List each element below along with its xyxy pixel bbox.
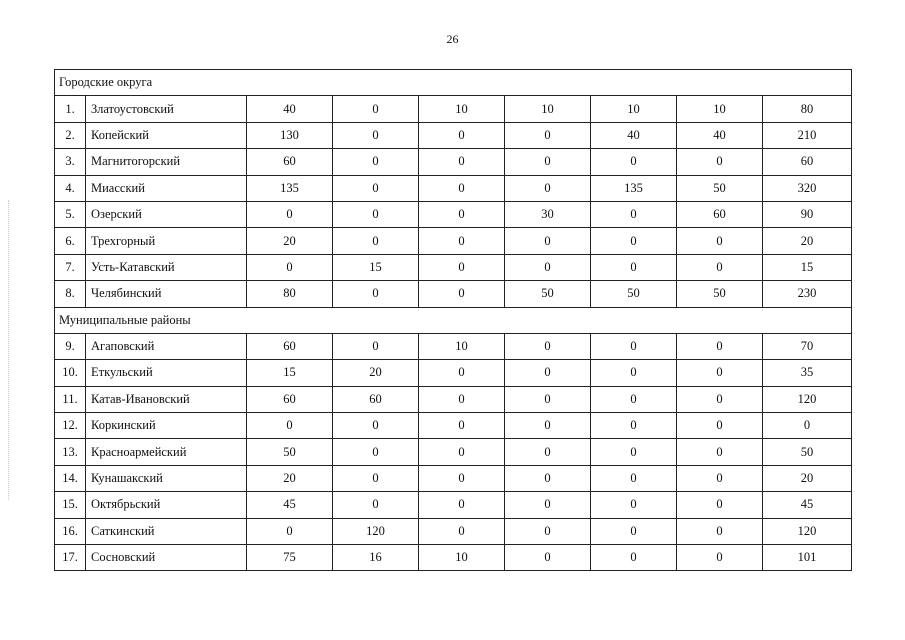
value-cell: 0 xyxy=(677,228,763,254)
value-cell: 0 xyxy=(591,439,677,465)
value-cell: 0 xyxy=(505,122,591,148)
row-number: 3. xyxy=(55,149,86,175)
value-cell: 135 xyxy=(591,175,677,201)
value-cell: 0 xyxy=(677,465,763,491)
district-name: Челябинский xyxy=(86,281,247,307)
value-cell: 0 xyxy=(591,465,677,491)
value-cell: 0 xyxy=(505,149,591,175)
total-cell: 101 xyxy=(763,545,852,571)
value-cell: 0 xyxy=(247,201,333,227)
value-cell: 0 xyxy=(505,228,591,254)
row-number: 4. xyxy=(55,175,86,201)
row-number: 10. xyxy=(55,360,86,386)
row-number: 14. xyxy=(55,465,86,491)
value-cell: 20 xyxy=(247,228,333,254)
row-number: 9. xyxy=(55,333,86,359)
value-cell: 0 xyxy=(591,228,677,254)
value-cell: 45 xyxy=(247,492,333,518)
section-title: Муниципальные районы xyxy=(55,307,852,333)
value-cell: 40 xyxy=(591,122,677,148)
value-cell: 0 xyxy=(505,254,591,280)
table-row xyxy=(55,254,852,280)
total-cell: 35 xyxy=(763,360,852,386)
total-cell: 120 xyxy=(763,518,852,544)
value-cell: 10 xyxy=(591,96,677,122)
value-cell: 0 xyxy=(333,413,419,439)
row-number: 1. xyxy=(55,96,86,122)
value-cell: 10 xyxy=(677,96,763,122)
section-title: Городские округа xyxy=(55,70,852,96)
total-cell: 0 xyxy=(763,413,852,439)
value-cell: 0 xyxy=(677,333,763,359)
table-row xyxy=(55,228,852,254)
value-cell: 0 xyxy=(333,465,419,491)
total-cell: 50 xyxy=(763,439,852,465)
value-cell: 0 xyxy=(419,281,505,307)
value-cell: 0 xyxy=(677,386,763,412)
total-cell: 20 xyxy=(763,465,852,491)
value-cell: 0 xyxy=(247,413,333,439)
total-cell: 120 xyxy=(763,386,852,412)
value-cell: 10 xyxy=(419,333,505,359)
value-cell: 0 xyxy=(591,386,677,412)
value-cell: 0 xyxy=(333,439,419,465)
value-cell: 0 xyxy=(591,545,677,571)
district-name: Магнитогорский xyxy=(86,149,247,175)
value-cell: 60 xyxy=(677,201,763,227)
district-name: Катав-Ивановский xyxy=(86,386,247,412)
value-cell: 0 xyxy=(419,413,505,439)
table-row xyxy=(55,492,852,518)
total-cell: 60 xyxy=(763,149,852,175)
value-cell: 10 xyxy=(419,96,505,122)
row-number: 7. xyxy=(55,254,86,280)
value-cell: 135 xyxy=(247,175,333,201)
total-cell: 70 xyxy=(763,333,852,359)
district-name: Октябрьский xyxy=(86,492,247,518)
table-row xyxy=(55,439,852,465)
value-cell: 0 xyxy=(419,386,505,412)
value-cell: 50 xyxy=(677,175,763,201)
district-name: Копейский xyxy=(86,122,247,148)
page-number: 26 xyxy=(446,32,459,46)
value-cell: 0 xyxy=(333,149,419,175)
value-cell: 0 xyxy=(591,149,677,175)
value-cell: 15 xyxy=(333,254,419,280)
value-cell: 40 xyxy=(247,96,333,122)
value-cell: 0 xyxy=(505,439,591,465)
row-number: 15. xyxy=(55,492,86,518)
table-row xyxy=(55,360,852,386)
value-cell: 80 xyxy=(247,281,333,307)
value-cell: 0 xyxy=(677,360,763,386)
table-row xyxy=(55,333,852,359)
value-cell: 0 xyxy=(677,545,763,571)
table-row xyxy=(55,149,852,175)
value-cell: 0 xyxy=(505,386,591,412)
row-number: 17. xyxy=(55,545,86,571)
value-cell: 0 xyxy=(591,333,677,359)
table-row xyxy=(55,545,852,571)
value-cell: 50 xyxy=(591,281,677,307)
value-cell: 0 xyxy=(333,175,419,201)
row-number: 11. xyxy=(55,386,86,412)
total-cell: 45 xyxy=(763,492,852,518)
value-cell: 0 xyxy=(333,281,419,307)
value-cell: 0 xyxy=(505,333,591,359)
value-cell: 0 xyxy=(247,254,333,280)
value-cell: 0 xyxy=(505,545,591,571)
value-cell: 0 xyxy=(419,201,505,227)
district-name: Миасский xyxy=(86,175,247,201)
section-header-row xyxy=(55,70,852,96)
value-cell: 0 xyxy=(419,439,505,465)
value-cell: 20 xyxy=(333,360,419,386)
total-cell: 15 xyxy=(763,254,852,280)
table-row xyxy=(55,175,852,201)
value-cell: 0 xyxy=(591,492,677,518)
district-name: Златоустовский xyxy=(86,96,247,122)
value-cell: 0 xyxy=(419,518,505,544)
row-number: 12. xyxy=(55,413,86,439)
value-cell: 0 xyxy=(419,360,505,386)
value-cell: 120 xyxy=(333,518,419,544)
value-cell: 0 xyxy=(505,175,591,201)
value-cell: 50 xyxy=(505,281,591,307)
value-cell: 0 xyxy=(505,413,591,439)
value-cell: 60 xyxy=(247,149,333,175)
value-cell: 0 xyxy=(333,492,419,518)
value-cell: 0 xyxy=(677,492,763,518)
value-cell: 0 xyxy=(419,122,505,148)
value-cell: 0 xyxy=(333,122,419,148)
value-cell: 0 xyxy=(591,360,677,386)
districts-table xyxy=(54,69,852,571)
table-row xyxy=(55,465,852,491)
value-cell: 0 xyxy=(419,465,505,491)
value-cell: 15 xyxy=(247,360,333,386)
value-cell: 0 xyxy=(677,413,763,439)
value-cell: 0 xyxy=(333,333,419,359)
row-number: 13. xyxy=(55,439,86,465)
total-cell: 90 xyxy=(763,201,852,227)
district-name: Озерский xyxy=(86,201,247,227)
value-cell: 16 xyxy=(333,545,419,571)
table-row xyxy=(55,201,852,227)
value-cell: 0 xyxy=(505,518,591,544)
value-cell: 0 xyxy=(505,360,591,386)
district-name: Кунашакский xyxy=(86,465,247,491)
value-cell: 0 xyxy=(591,518,677,544)
value-cell: 60 xyxy=(333,386,419,412)
district-name: Еткульский xyxy=(86,360,247,386)
value-cell: 10 xyxy=(505,96,591,122)
value-cell: 0 xyxy=(333,201,419,227)
value-cell: 0 xyxy=(591,413,677,439)
value-cell: 0 xyxy=(591,201,677,227)
table-row xyxy=(55,281,852,307)
district-name: Сосновский xyxy=(86,545,247,571)
district-name: Саткинский xyxy=(86,518,247,544)
value-cell: 0 xyxy=(505,465,591,491)
table-row xyxy=(55,518,852,544)
value-cell: 40 xyxy=(677,122,763,148)
value-cell: 0 xyxy=(677,439,763,465)
row-number: 2. xyxy=(55,122,86,148)
total-cell: 320 xyxy=(763,175,852,201)
value-cell: 0 xyxy=(677,254,763,280)
table-row xyxy=(55,386,852,412)
value-cell: 0 xyxy=(333,228,419,254)
district-name: Красноармейский xyxy=(86,439,247,465)
total-cell: 210 xyxy=(763,122,852,148)
value-cell: 10 xyxy=(419,545,505,571)
value-cell: 0 xyxy=(247,518,333,544)
value-cell: 50 xyxy=(247,439,333,465)
value-cell: 0 xyxy=(419,254,505,280)
district-name: Усть-Катавский xyxy=(86,254,247,280)
value-cell: 60 xyxy=(247,386,333,412)
table-row xyxy=(55,413,852,439)
total-cell: 80 xyxy=(763,96,852,122)
section-header-row xyxy=(55,307,852,333)
value-cell: 60 xyxy=(247,333,333,359)
table-row xyxy=(55,122,852,148)
district-name: Коркинский xyxy=(86,413,247,439)
row-number: 8. xyxy=(55,281,86,307)
district-name: Трехгорный xyxy=(86,228,247,254)
value-cell: 0 xyxy=(591,254,677,280)
total-cell: 230 xyxy=(763,281,852,307)
value-cell: 30 xyxy=(505,201,591,227)
value-cell: 0 xyxy=(419,492,505,518)
value-cell: 130 xyxy=(247,122,333,148)
row-number: 6. xyxy=(55,228,86,254)
value-cell: 0 xyxy=(677,149,763,175)
value-cell: 0 xyxy=(505,492,591,518)
row-number: 16. xyxy=(55,518,86,544)
district-name: Агаповский xyxy=(86,333,247,359)
value-cell: 75 xyxy=(247,545,333,571)
scan-edge-marks xyxy=(8,200,10,500)
table-row xyxy=(55,96,852,122)
value-cell: 50 xyxy=(677,281,763,307)
value-cell: 0 xyxy=(419,149,505,175)
value-cell: 0 xyxy=(677,518,763,544)
value-cell: 20 xyxy=(247,465,333,491)
total-cell: 20 xyxy=(763,228,852,254)
value-cell: 0 xyxy=(419,175,505,201)
row-number: 5. xyxy=(55,201,86,227)
value-cell: 0 xyxy=(419,228,505,254)
value-cell: 0 xyxy=(333,96,419,122)
